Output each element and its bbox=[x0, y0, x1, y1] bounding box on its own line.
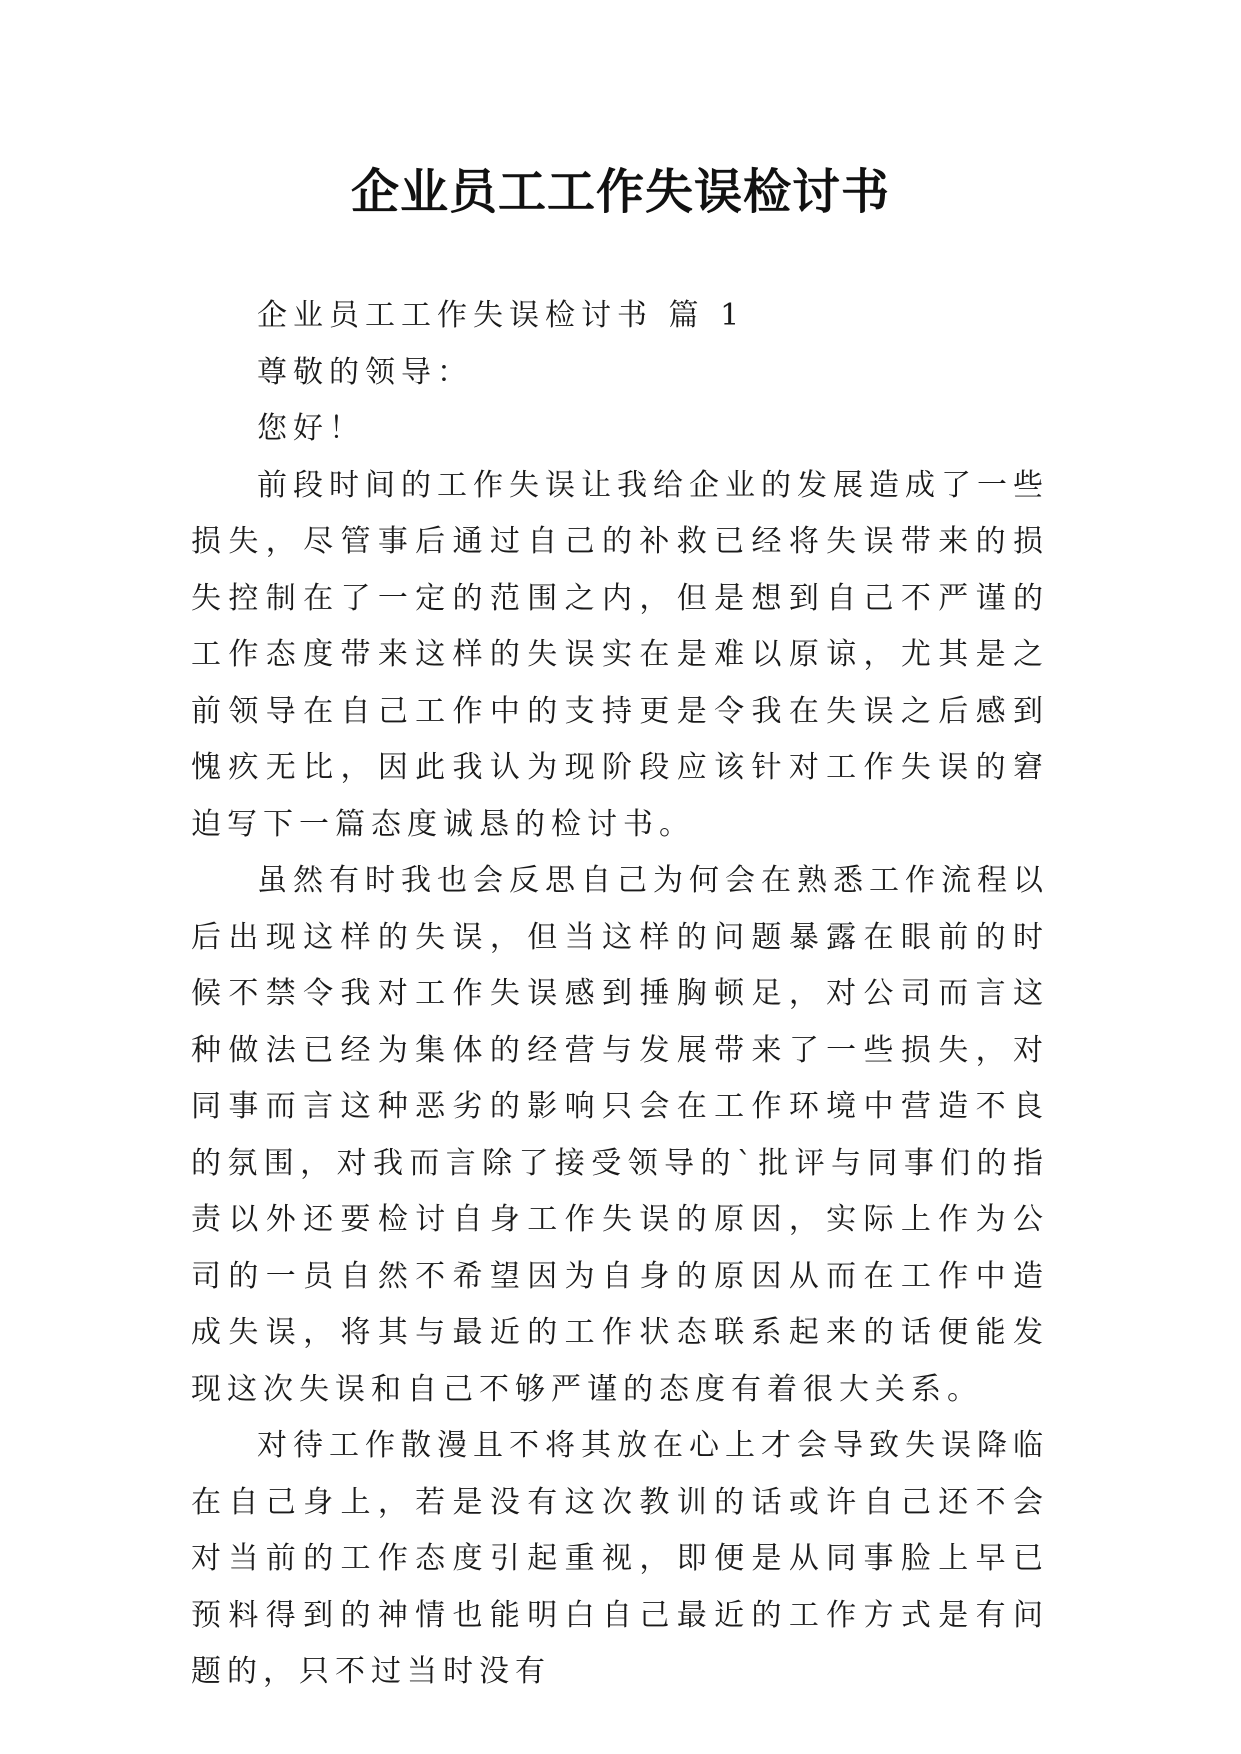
body-paragraph: 对待工作散漫且不将其放在心上才会导致失误降临在自己身上，若是没有这次教训的话或许自己还不会对当前的工作态度引起重视，即便是从同事脸上早已预料得到的神情也能明白自己最近的工作方式是有问题的，只不过当时没有 bbox=[191, 1428, 1049, 1689]
body-paragraph: 虽然有时我也会反思自己为何会在熟悉工作流程以后出现这样的失误，但当这样的问题暴露在眼前的时候不禁令我对工作失误感到捶胸顿足，对公司而言这种做法已经为集体的经营与发展带来了一些损失，对同事而言这种恶劣的影响只会在工作环境中营造不良的氛围，对我而言除了接受领导的`批评与同事们的指责以外还要检讨自身工作失误的原因，实际上作为公司的一员自然不希望因为自身的原因从而在工作中造成失误，将其与最近的工作状态联系起来的话便能发现这次失误和自己不够严谨的态度有着很大关系。 bbox=[191, 863, 1049, 1407]
document-body bbox=[191, 288, 1049, 1701]
document-title: 企业员工工作失误检讨书 bbox=[350, 164, 890, 220]
salutation: 尊敬的领导： bbox=[257, 354, 473, 390]
body-paragraph: 前段时间的工作失误让我给企业的发展造成了一些损失，尽管事后通过自己的补救已经将失误带来的损失控制在了一定的范围之内，但是想到自己不严谨的工作态度带来这样的失误实在是难以原谅，尤其是之前领导在自己工作中的支持更是令我在失误之后感到愧疚无比，因此我认为现阶段应该针对工作失误的窘迫写下一篇态度诚恳的检讨书。 bbox=[191, 467, 1049, 842]
section-heading: 企业员工工作失误检讨书 篇 1 bbox=[257, 298, 746, 333]
greeting: 您好！ bbox=[257, 411, 365, 446]
